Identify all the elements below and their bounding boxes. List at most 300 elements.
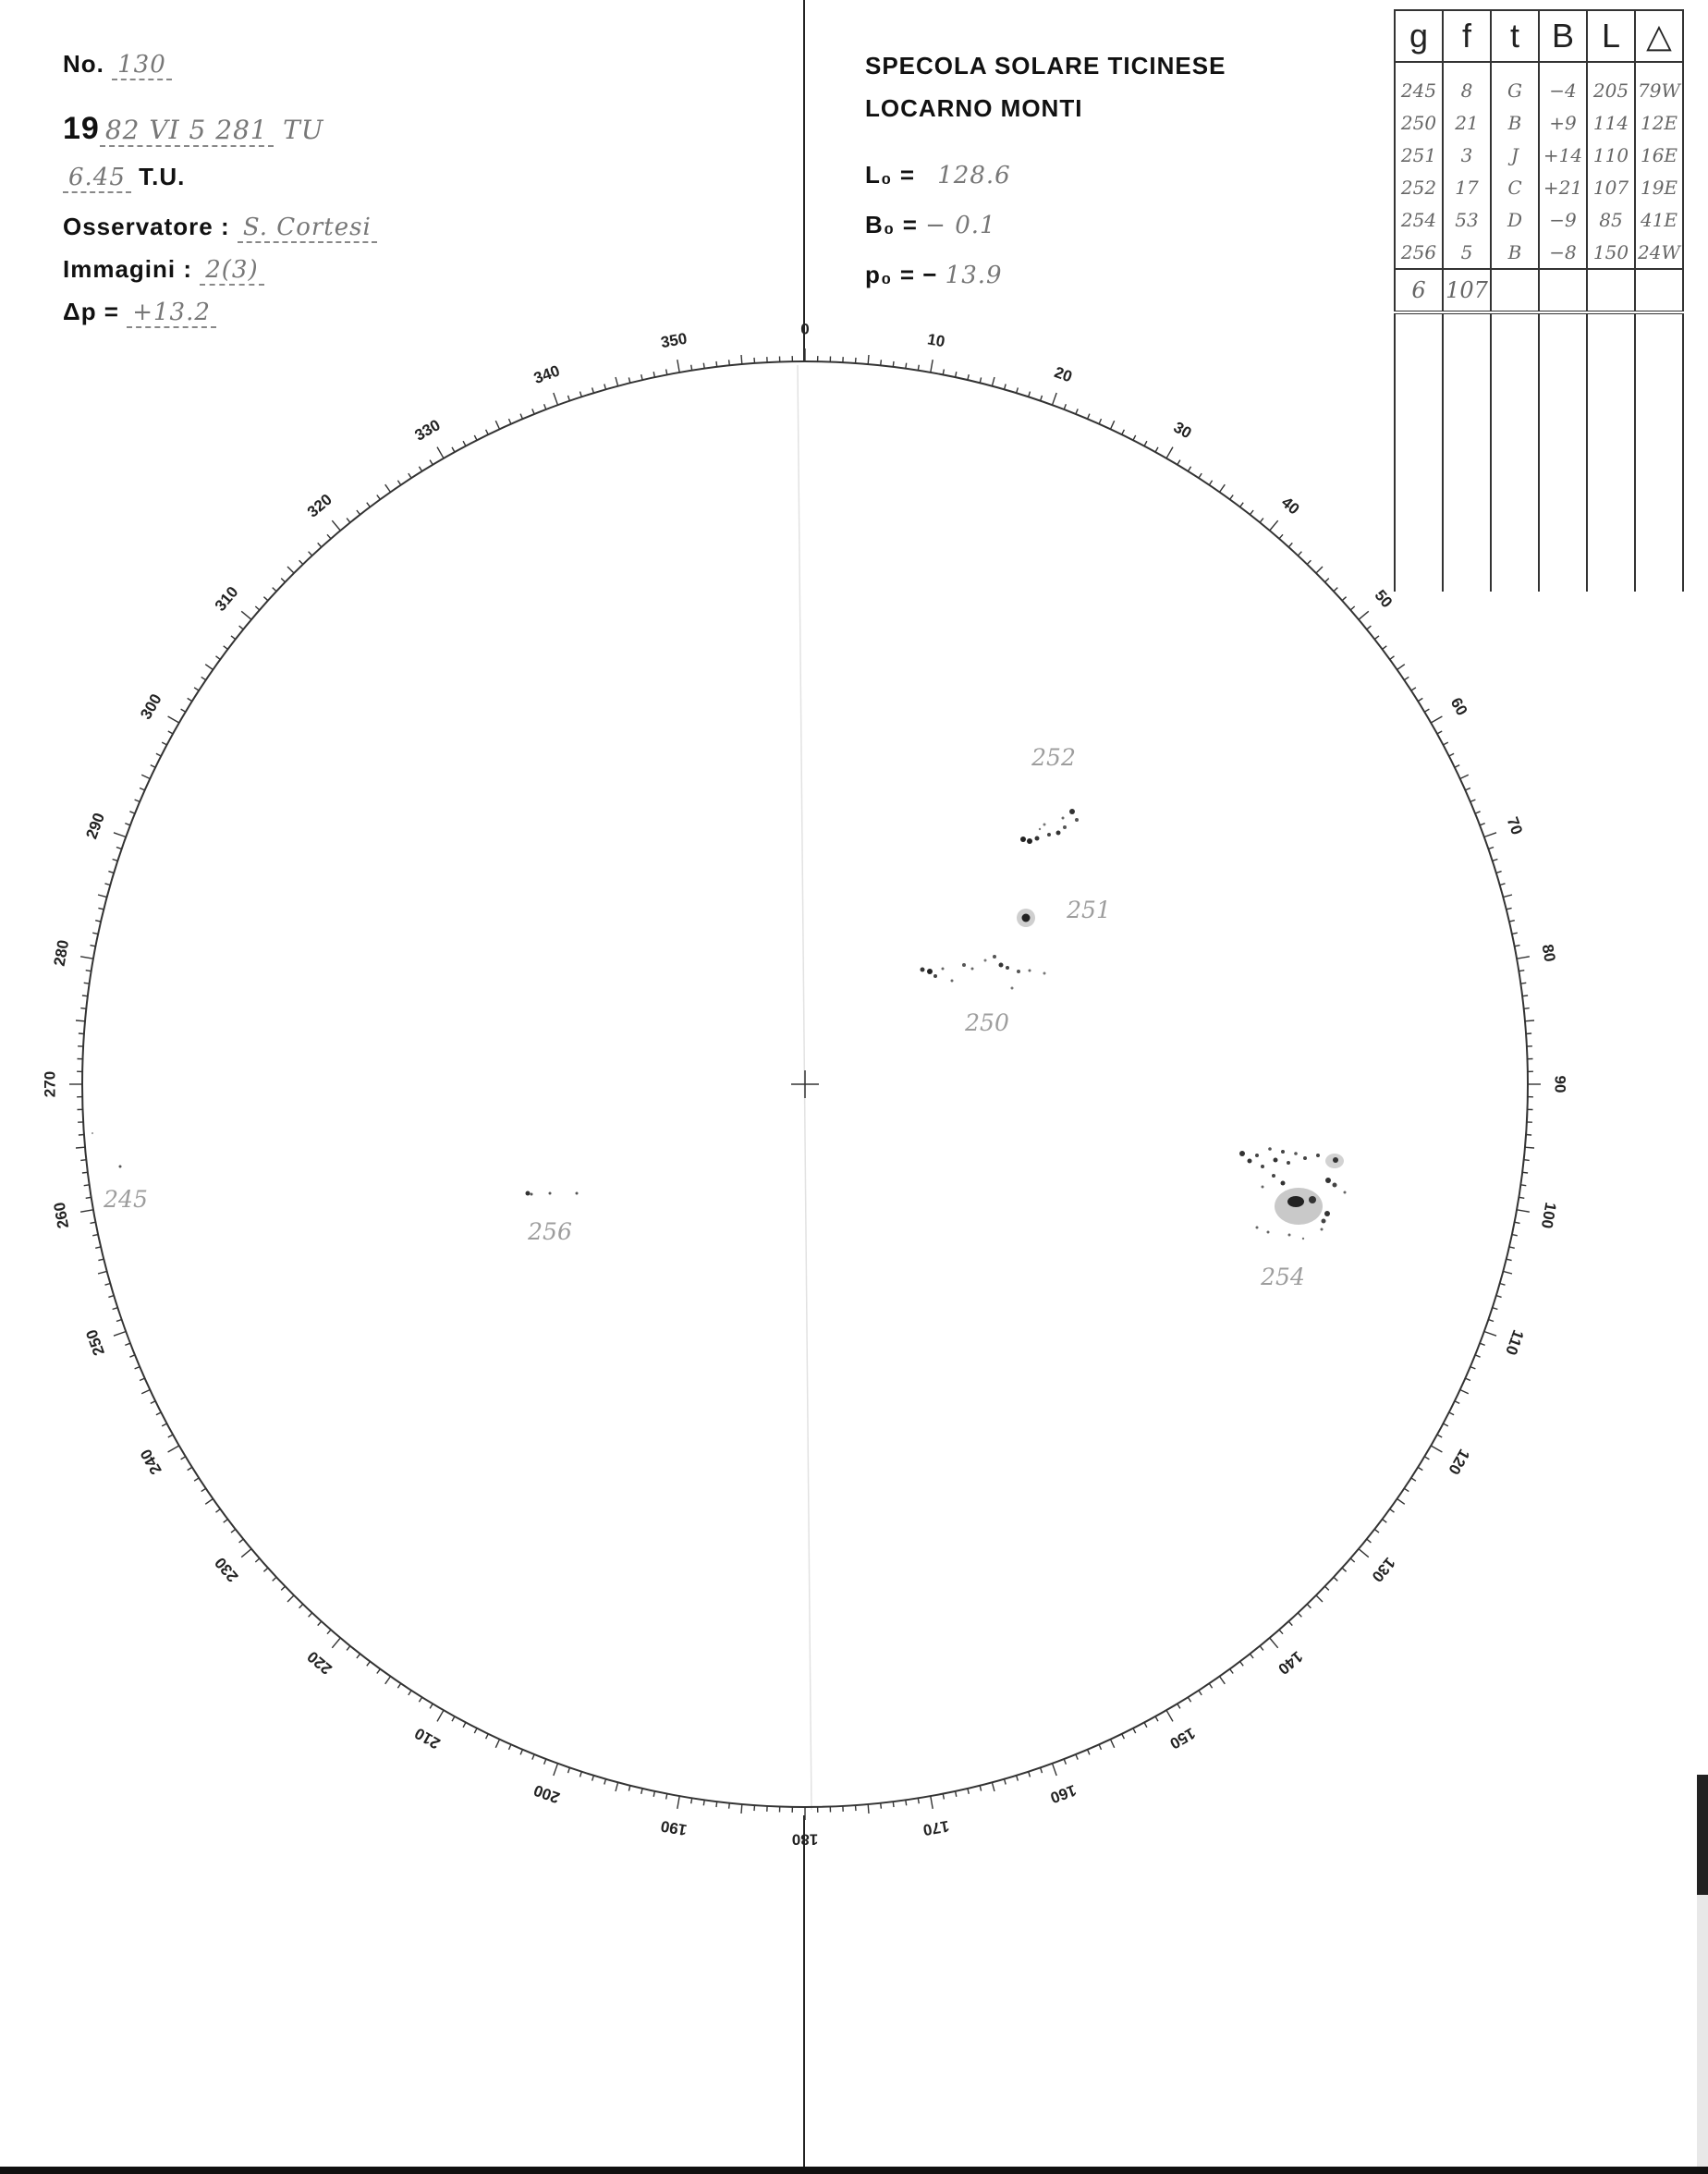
degree-tick [1220,1677,1226,1684]
degree-tick [616,377,618,386]
degree-tick [430,1704,433,1708]
degree-label: 260 [50,1201,73,1230]
degree-tick [1298,1613,1301,1617]
group-label-254: 254 [1261,1264,1305,1290]
cell: C [1491,171,1539,203]
degree-tick [1507,908,1512,909]
degree-tick [1316,567,1323,573]
degree-tick [273,588,276,592]
degree-tick [1144,1723,1147,1728]
degree-tick [79,1135,84,1136]
degree-tick [568,1767,570,1773]
scan-edge-dark [1697,1775,1708,1895]
degree-tick [1230,495,1234,500]
cell: 150 [1587,236,1635,269]
degree-label: 30 [1170,418,1195,443]
group-label-252: 252 [1031,744,1076,771]
degree-tick [641,1789,642,1794]
degree-label: 350 [659,329,689,352]
degree-tick [86,1197,92,1198]
degree-tick [82,995,88,996]
degree-label: 150 [1166,1724,1199,1753]
degree-tick [1342,1568,1347,1571]
degree-tick [1133,435,1136,440]
degree-tick [80,1008,86,1009]
degree-tick [114,833,126,837]
degree-tick [188,1467,192,1470]
degree-tick [1444,742,1448,745]
degree-tick [943,1794,944,1800]
degree-tick [1342,597,1347,601]
degree-label: 20 [1052,363,1075,386]
degree-tick [151,1401,155,1404]
degree-tick [1431,1446,1442,1452]
cell: 3 [1443,139,1491,171]
degree-label: 280 [50,938,73,968]
degree-tick [129,1355,135,1357]
degree-tick [1260,519,1263,523]
degree-tick [1424,1457,1429,1460]
degree-tick [98,895,107,898]
degree-tick [385,484,391,492]
degree-tick [1005,385,1006,390]
degree-tick [1522,1172,1528,1173]
degree-tick [716,361,717,367]
degree-tick [1240,503,1244,507]
degree-tick [231,1529,236,1533]
degree-tick [287,567,294,573]
p0-label: p₀ = − [865,261,938,288]
degree-tick [332,520,340,531]
cell: 254 [1395,203,1443,236]
degree-tick [80,1210,93,1212]
cell: 205 [1587,74,1635,106]
degree-tick [1088,1750,1090,1755]
degree-tick [980,377,981,383]
degree-tick [92,933,98,934]
degree-tick [474,435,477,440]
degree-tick [263,1568,268,1571]
degree-tick [1350,606,1355,610]
degree-tick [1334,1577,1337,1581]
degree-tick [616,1782,618,1791]
degree-label: 320 [303,490,336,521]
degree-tick [1064,1759,1066,1765]
cell: 24W [1635,236,1683,269]
degree-tick [604,385,606,390]
degree-tick [419,1697,421,1702]
degree-tick [1133,1728,1136,1733]
degree-tick [741,355,742,364]
degree-tick [1099,419,1101,424]
number-value: 130 [112,51,172,80]
degree-label: 230 [211,1554,242,1586]
degree-tick [729,360,730,365]
degree-label: 290 [82,810,109,842]
degree-tick [385,1677,391,1684]
degree-tick [544,1759,546,1765]
degree-tick [1188,1697,1190,1702]
degree-tick [1374,636,1379,640]
degree-tick [79,1033,84,1034]
degree-tick [92,1235,98,1236]
date-suffix: TU [283,115,324,145]
degree-tick [754,1805,755,1811]
degree-tick [1480,1343,1485,1345]
degree-tick [604,1779,606,1785]
degree-tick [95,921,101,922]
degree-tick [430,460,433,465]
cell: 17 [1443,171,1491,203]
degree-tick [1270,520,1278,531]
degree-tick [1383,646,1387,650]
degree-tick [299,1605,303,1608]
degree-tick [287,1595,294,1602]
degree-tick [357,1654,360,1658]
degree-tick [241,611,251,619]
degree-tick [241,1549,251,1557]
sunspot-group-252 [1020,809,1079,844]
degree-tick [1188,467,1190,471]
degree-tick [151,765,155,768]
col-L: L [1587,10,1635,62]
degree-tick [1279,1630,1283,1634]
degree-label: 310 [211,582,242,615]
degree-tick [1270,1638,1278,1648]
degree-tick [156,753,161,756]
degree-tick [168,1446,179,1452]
degree-tick [1029,1772,1031,1777]
degree-tick [509,1744,511,1750]
degree-tick [716,1801,717,1807]
degree-tick [201,1488,206,1491]
cell: 251 [1395,139,1443,171]
degree-tick [1144,441,1147,446]
degree-tick [116,848,122,849]
degree-tick [1512,1235,1518,1236]
degree-tick [1279,534,1283,539]
degree-label: 10 [925,330,946,351]
sunspot-group-250 [921,955,1046,990]
delta-p-value: +13.2 [127,299,216,328]
cell: 114 [1587,106,1635,139]
degree-tick [1509,1247,1515,1248]
degree-tick [1288,543,1292,547]
degree-tick [1288,1621,1292,1626]
degree-label: 160 [1047,1780,1080,1807]
degree-tick [1455,1401,1459,1404]
group-label-251: 251 [1067,897,1111,923]
degree-tick [1390,656,1395,660]
cell: 79W [1635,74,1683,106]
disc-centre-cross [791,1070,819,1098]
degree-label: 240 [137,1446,165,1478]
degree-tick [188,698,192,701]
degree-label: 100 [1537,1201,1560,1230]
degree-tick [520,414,522,420]
degree-tick [554,393,558,405]
degree-tick [881,360,882,365]
degree-tick [129,812,135,813]
cell: 16E [1635,139,1683,171]
degree-tick [729,1803,730,1809]
degree-tick [409,473,411,478]
degree-tick [105,1284,111,1286]
degree-tick [231,636,236,640]
cell: B [1491,106,1539,139]
degree-tick [956,1791,957,1797]
cell: −4 [1539,74,1587,106]
degree-tick [318,543,322,547]
cell: 19E [1635,171,1683,203]
degree-tick [113,1308,118,1310]
degree-tick [1411,1478,1416,1481]
degree-tick [1316,1595,1323,1602]
degree-tick [968,1789,969,1794]
degree-tick [1053,393,1057,405]
degree-tick [918,365,919,371]
degree-tick [1199,473,1202,478]
cell: B [1491,236,1539,269]
degree-label: 270 [41,1070,59,1098]
degree-label: 140 [1275,1647,1307,1679]
degree-tick [568,396,570,401]
degree-label: 0 [800,320,810,338]
degree-tick [263,597,268,601]
degree-tick [347,519,350,523]
degree-tick [1418,1467,1422,1470]
degree-tick [114,1332,126,1337]
degree-tick [677,1796,679,1809]
degree-label: 80 [1538,943,1559,964]
cell: +14 [1539,139,1587,171]
degree-tick [666,1794,667,1800]
degree-tick [309,1613,312,1617]
degree-tick [98,1271,107,1274]
degree-tick [1367,1539,1372,1543]
degree-label: 200 [531,1780,563,1807]
degree-tick [1155,1716,1158,1721]
group-label-256: 256 [528,1218,572,1245]
cell: J [1491,139,1539,171]
degree-tick [255,606,260,610]
degree-tick [1465,1378,1470,1380]
degree-tick [205,665,213,670]
degree-tick [108,1296,114,1298]
degree-tick [1411,688,1416,690]
cell: −9 [1539,203,1587,236]
cell: 85 [1587,203,1635,236]
degree-label: 300 [137,690,165,723]
scan-edge-light [1697,1895,1708,2174]
degree-label: 330 [411,416,444,445]
degree-tick [224,1520,228,1523]
degree-tick [156,1412,161,1415]
observatory-name: SPECOLA SOLARE TICINESE [865,52,1226,79]
degree-tick [162,1423,166,1426]
degree-tick [1064,404,1066,409]
degree-tick [452,447,455,452]
degree-label: 110 [1502,1327,1528,1358]
degree-tick [1367,626,1372,629]
cell: 8 [1443,74,1491,106]
degree-tick [1512,933,1518,934]
degree-tick [1503,895,1512,898]
degree-tick [201,677,206,679]
degree-tick [1470,800,1476,801]
cell: 256 [1395,236,1443,269]
degree-tick [95,1247,101,1248]
degree-tick [1503,1271,1512,1274]
degree-tick [1526,1135,1531,1136]
degree-tick [592,387,594,393]
degree-tick [452,1716,455,1721]
degree-label: 220 [303,1647,336,1679]
L0-value: 128.6 [937,162,1011,189]
degree-tick [1240,1662,1244,1667]
degree-tick [754,358,755,363]
degree-tick [91,1222,96,1223]
degree-tick [1496,872,1502,873]
degree-tick [224,646,228,650]
degree-tick [194,1478,199,1481]
degree-tick [703,1800,704,1805]
degree-tick [1525,1147,1534,1148]
degree-tick [856,1805,857,1811]
degree-tick [1460,1390,1469,1394]
degree-tick [1520,1185,1526,1186]
degree-tick [906,1800,907,1805]
degree-tick [216,656,221,660]
degree-tick [1517,957,1530,959]
degree-tick [1500,884,1506,885]
degree-tick [125,1343,130,1345]
degree-tick [980,1786,981,1791]
degree-tick [1041,396,1043,401]
degree-tick [918,1798,919,1803]
degree-tick [168,731,173,734]
col-g: g [1395,10,1443,62]
degree-tick [357,510,360,515]
degree-tick [943,370,944,375]
degree-tick [1418,698,1422,701]
degree-tick [1519,1197,1524,1198]
degree-tick [377,1669,381,1674]
degree-tick [677,360,679,373]
degree-tick [1099,1744,1101,1750]
B0-label: B₀ = [865,211,918,238]
degree-tick [1509,921,1515,922]
degree-tick [1166,447,1173,458]
degree-label: 340 [531,361,563,388]
degree-label: 40 [1277,493,1303,519]
degree-tick [181,709,186,712]
degree-tick [486,430,489,434]
observatory-location: LOCARNO MONTI [865,94,1083,122]
degree-tick [1493,860,1498,861]
p0-value: 13.9 [945,262,1003,289]
degree-tick [419,467,421,471]
degree-tick [162,742,166,745]
degree-tick [1431,716,1442,723]
B0-value: − 0.1 [925,212,996,239]
cell: G [1491,74,1539,106]
degree-tick [1424,709,1429,712]
degree-tick [108,872,114,873]
degree-tick [1076,409,1078,414]
degree-tick [509,419,511,424]
degree-tick [931,1796,933,1809]
cell: −8 [1539,236,1587,269]
degree-tick [1475,812,1481,813]
degree-tick [893,1801,894,1807]
degree-label: 190 [659,1816,689,1839]
degree-tick [140,1378,145,1380]
degree-tick [76,1147,85,1148]
degree-tick [1517,1210,1530,1212]
degree-tick [495,421,499,429]
time-unit: T.U. [139,163,186,190]
delta-p-label: Δp = [63,298,119,325]
sunspot-group-251 [1017,909,1035,927]
degree-tick [881,1803,882,1809]
degree-tick [532,1754,534,1760]
group-label-250: 250 [965,1009,1009,1036]
degree-tick [1220,484,1226,492]
col-B: B [1539,10,1587,62]
degree-tick [181,1457,186,1460]
degree-tick [1484,833,1496,837]
number-label: No. [63,50,104,78]
degree-tick [332,1638,340,1648]
cell: 5 [1443,236,1491,269]
cell: +9 [1539,106,1587,139]
degree-tick [641,374,642,380]
degree-tick [1041,1767,1043,1773]
cell: 245 [1395,74,1443,106]
cell: 53 [1443,203,1491,236]
degree-tick [1155,447,1158,452]
degree-label: 120 [1445,1446,1473,1478]
degree-tick [367,1662,371,1667]
total-groups: 6 [1395,269,1443,312]
time-value: 6.45 [63,164,131,193]
sunspot-group-254 [1239,1147,1347,1240]
degree-tick [1111,1740,1115,1748]
degree-tick [377,495,381,500]
degree-label: 130 [1368,1554,1399,1586]
degree-tick [741,1804,742,1814]
degree-tick [1166,1710,1173,1721]
degree-tick [1488,1320,1494,1322]
degree-label: 210 [411,1724,444,1753]
degree-tick [1250,1654,1253,1658]
degree-tick [1404,1488,1409,1491]
degree-tick [281,579,285,582]
degree-tick [168,1435,173,1437]
degree-tick [1177,460,1180,465]
cell: +21 [1539,171,1587,203]
degree-tick [1449,753,1454,756]
degree-tick [554,1764,558,1776]
degree-tick [1250,510,1253,515]
degree-tick [216,1509,221,1513]
degree-tick [1209,1683,1212,1688]
degree-tick [1017,1776,1019,1781]
col-delta: △ [1635,10,1683,62]
degree-tick [1350,1558,1355,1562]
degree-tick [628,1786,629,1791]
